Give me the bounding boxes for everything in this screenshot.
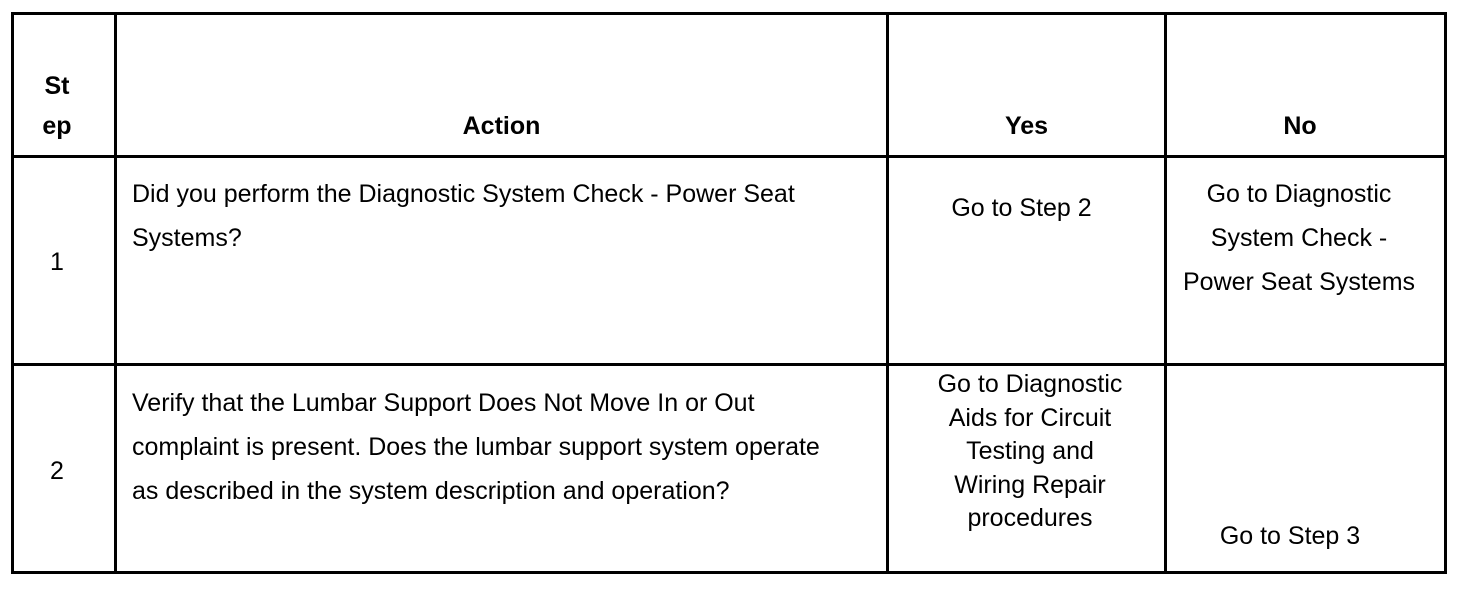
column-divider [886, 12, 889, 574]
header-action: Action [462, 112, 541, 140]
row-2-yes: Go to Diagnostic Aids for Circuit Testing and Wiring Repair procedures [937, 370, 1123, 532]
header-step: St ep [42, 72, 72, 140]
row-1-no: Go to Diagnostic System Check - Power Seat Systems [1182, 180, 1416, 296]
column-divider [1164, 12, 1167, 574]
row-1-action: Did you perform the Diagnostic System Check - Power Seat Systems? [132, 180, 795, 252]
row-1-step: 1 [50, 248, 64, 276]
row-divider [11, 155, 1447, 158]
column-divider [114, 12, 117, 574]
header-no: No [1283, 112, 1317, 140]
row-2-no: Go to Step 3 [1219, 522, 1361, 550]
row-divider [11, 363, 1447, 366]
header-yes: Yes [1004, 112, 1049, 140]
row-1-yes: Go to Step 2 [951, 194, 1092, 222]
row-2-step: 2 [50, 457, 64, 485]
row-2-action: Verify that the Lumbar Support Does Not Move In or Out complaint is present. Does the lumbar support system operate as described in the system description and operation? [132, 389, 820, 505]
